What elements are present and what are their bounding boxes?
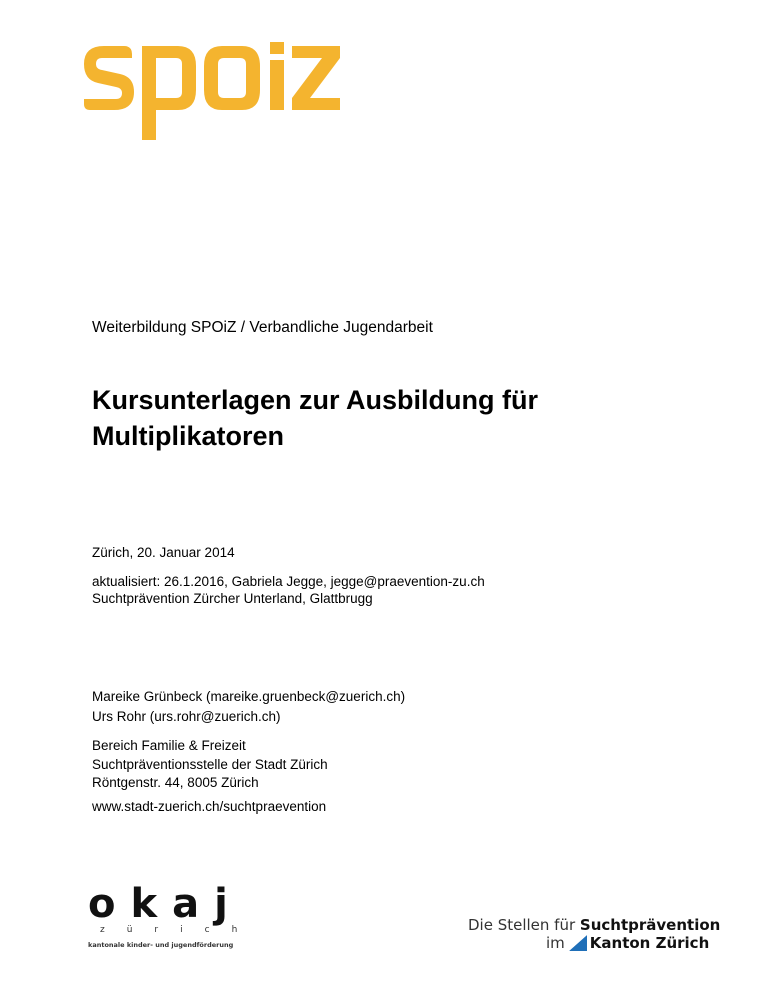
- okaj-logo-city: zürich: [100, 925, 260, 935]
- department-address: [92, 737, 328, 793]
- szh-logo-bold-2: Kanton Zürich: [589, 934, 710, 952]
- zurich-flag-icon: [569, 935, 587, 951]
- contact-list: [92, 687, 405, 726]
- title-line-2: Multiplikatoren: [92, 421, 285, 452]
- contact-item: Urs Rohr (urs.rohr@zuerich.ch): [92, 708, 281, 724]
- document-date: Zürich, 20. Januar 2014: [92, 545, 235, 560]
- document-title: [92, 382, 692, 455]
- street-address: Röntgenstr. 44, 8005 Zürich: [92, 775, 259, 791]
- organization-name: Suchtpräventionsstelle der Stadt Zürich: [92, 756, 328, 772]
- szh-logo-prefix-1: Die Stellen für: [468, 916, 576, 934]
- szh-logo-prefix-2: im: [546, 934, 565, 952]
- contact-item: Mareike Grünbeck (mareike.gruenbeck@zuerich.ch): [92, 689, 406, 704]
- suchtpraevention-kanton-zuerich-logo: [468, 916, 728, 956]
- okaj-logo: [88, 881, 268, 964]
- document-subtitle: Weiterbildung SPOiZ / Verbandliche Jugendarbeit: [92, 319, 433, 336]
- update-note: [92, 574, 485, 608]
- okaj-logo-word: okaj: [88, 881, 243, 927]
- update-note-line-1: aktualisiert: 26.1.2016, Gabriela Jegge, jegge@praevention-zu.ch: [92, 574, 485, 589]
- department-name: Bereich Familie & Freizeit: [92, 738, 246, 753]
- title-line-1: Kursunterlagen zur Ausbildung für: [92, 385, 539, 415]
- website-link[interactable]: www.stadt-zuerich.ch/suchtpraevention: [92, 799, 327, 814]
- update-note-line-2: Suchtprävention Zürcher Unterland, Glattbrugg: [92, 590, 373, 606]
- spoiz-logo: [82, 36, 342, 146]
- okaj-logo-tagline: kantonale kinder- und jugendförderung: [88, 941, 234, 949]
- szh-logo-line-1: [468, 916, 720, 934]
- szh-logo-bold-1: Suchtprävention: [579, 916, 721, 934]
- szh-logo-line-2: [546, 934, 709, 952]
